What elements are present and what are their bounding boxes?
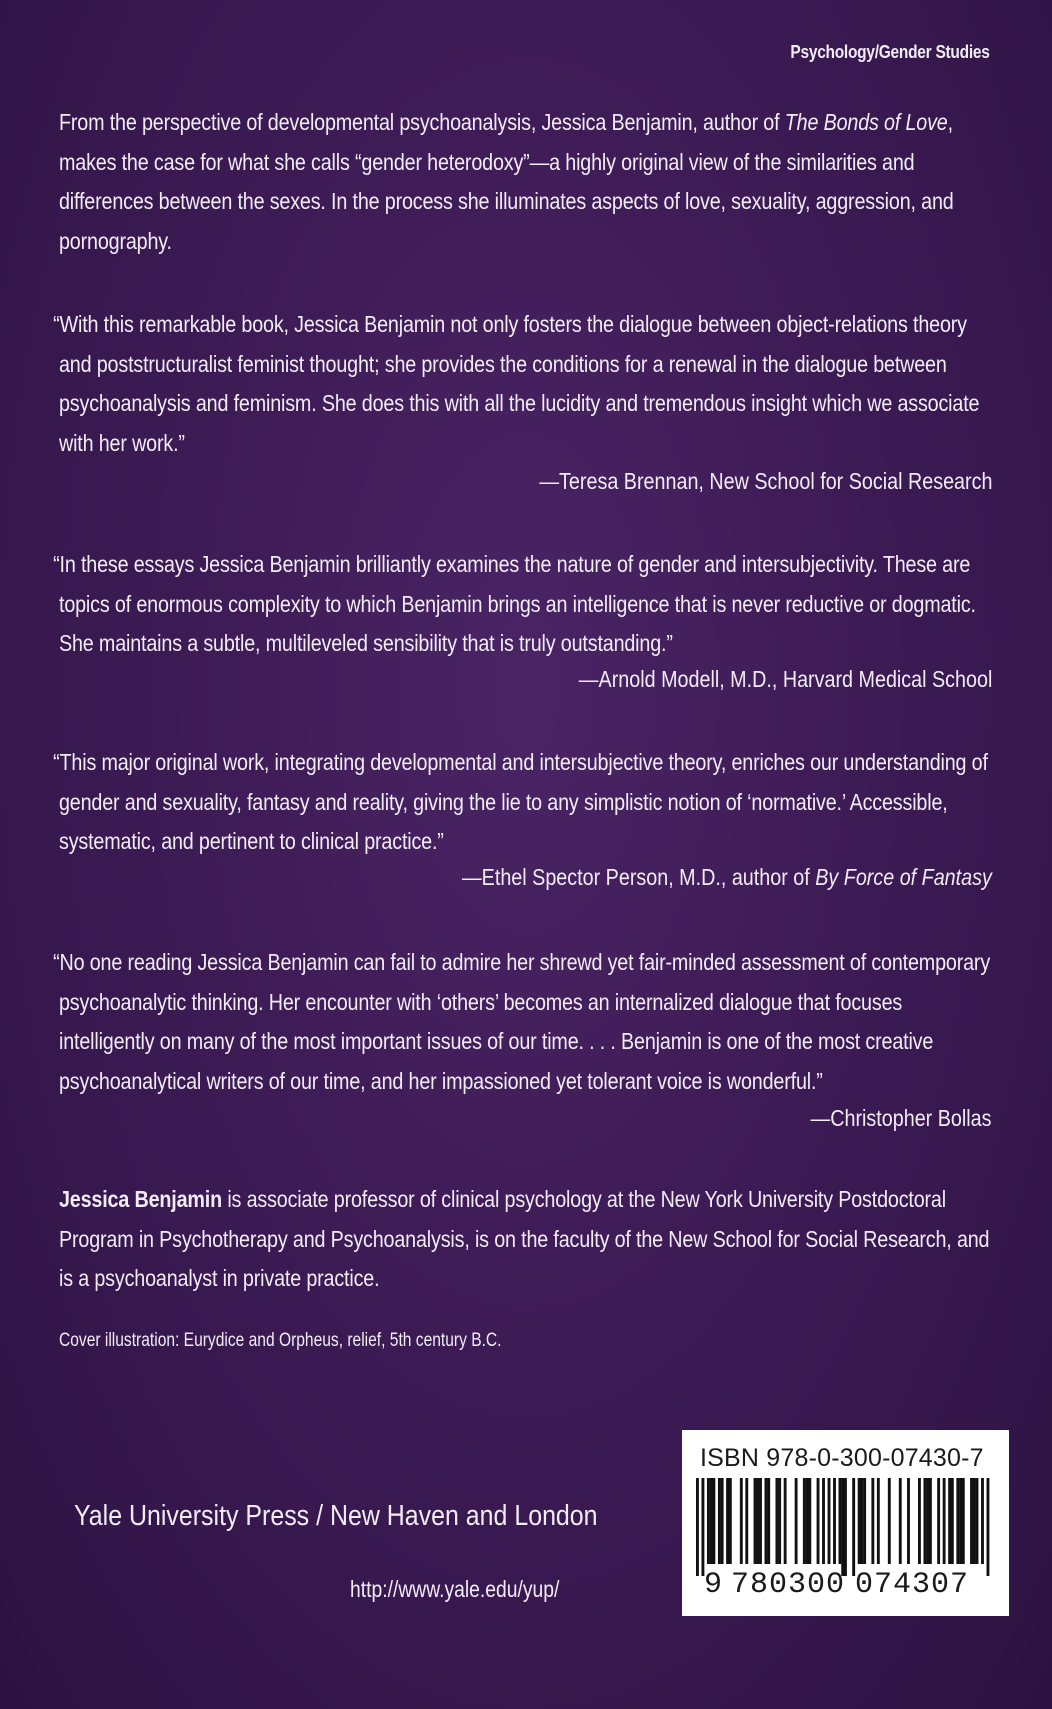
author-bio [59,1180,995,1299]
author-name: Jessica Benjamin [59,1186,223,1212]
isbn-digits-group-1: 780300 [731,1568,846,1602]
barcode-bar [970,1478,973,1564]
barcode-bar [784,1478,787,1564]
barcode-bar [756,1478,759,1564]
barcode-graphic [696,1478,996,1576]
blurb-quote-3-text: “This major original work, integrating developmental and intersubjective theory, enriches our understanding of gender and sexuality, fantasy and reality, giving the lie to any simplistic notion of ‘normative.’ Accessible, systematic, and pertinent to clinical practice.” [53,749,988,854]
barcode-bar [696,1478,699,1576]
barcode-bar [863,1478,866,1564]
blurb-quote-3 [53,743,995,862]
barcode-bar [929,1478,932,1564]
barcode-bar [754,1478,757,1564]
barcode-bar [726,1478,729,1564]
isbn-digits [704,1568,969,1602]
barcode-bar [937,1478,940,1564]
barcode-bar [729,1478,732,1564]
barcode-bar [951,1478,954,1564]
barcode-bar [803,1478,806,1564]
barcode-bar [973,1478,976,1564]
barcode-bar [822,1478,825,1564]
blurb-attribution-3 [462,864,992,891]
blurb-attribution-3-book: By Force of Fantasy [815,864,992,890]
blurb-quote-1-text: “With this remarkable book, Jessica Benjamin not only fosters the dialogue between object-relations theory and poststructuralist feminist thought; she provides the conditions for a renewal in the dialogue between psychoanalysis and feminism. She does this with all the lucidity and tremendous insight which we associate with her work.” [53,311,980,456]
intro-text-pre: From the perspective of developmental psychoanalysis, Jessica Benjamin, author of [59,109,785,135]
barcode-bar [844,1478,847,1576]
barcode-bar [888,1478,891,1564]
barcode-bar [745,1478,748,1564]
barcode-bar [962,1478,965,1564]
barcode-bar [956,1478,959,1564]
blurb-quote-4-text: “No one reading Jessica Benjamin can fail to admire her shrewd yet fair-minded assessment of contemporary psychoanalytic thinking. Her encounter with ‘others’ becomes an internalized dialogue that focuses intelligently on many of the most important issues of our time. . . . Benjamin is one of the most creative psychoanalytical writers of our time, and her impassioned yet tolerant voice is wonderful.” [53,949,991,1094]
blurb-attribution-4: —Christopher Bollas [810,1105,992,1131]
barcode-bar [795,1478,798,1564]
barcode-bar [871,1478,874,1564]
barcode-bar [833,1478,836,1564]
barcode-bar [877,1478,880,1564]
barcode-bar [841,1478,844,1576]
barcode-bar [899,1478,902,1564]
barcode-bar [918,1478,921,1564]
isbn-barcode-box [682,1430,1009,1616]
barcode-bar [981,1478,984,1564]
publisher-line: Yale University Press / New Haven and London [74,1500,598,1532]
barcode-bar [721,1478,724,1564]
blurb-quote-2-text: “In these essays Jessica Benjamin brilliantly examines the nature of gender and intersubjectivity. These are topics of enormous complexity to which Benjamin brings an intelligence that is never reductive or dogmatic. She maintains a subtle, multileveled sensibility that is truly outstanding.” [53,551,976,656]
intro-text-post: , makes the case for what she calls “gender heterodoxy”—a highly original view of the similarities and differences between the sexes. In the process she illuminates aspects of love, sexuality, aggression, and pornography. [59,109,954,254]
blurb-quote-1 [53,305,995,463]
barcode-bar [778,1478,781,1564]
cover-credit: Cover illustration: Eurydice and Orpheus, relief, 5th century B.C. [59,1330,502,1351]
barcode-bar [759,1478,762,1564]
barcode-bar [740,1478,743,1564]
blurb-quote-2 [53,545,995,664]
barcode-bar [712,1478,715,1564]
blurb-attribution-2: —Arnold Modell, M.D., Harvard Medical School [578,666,992,692]
barcode-bar [707,1478,710,1564]
barcode-bar [839,1478,842,1564]
barcode-bar [767,1478,770,1564]
barcode-bar [806,1478,809,1564]
barcode-bar [775,1478,778,1564]
barcode-bar [817,1478,820,1564]
isbn-digits-group-2: 074307 [855,1568,970,1602]
author-bio-text: is associate professor of clinical psychology at the New York University Postdoctoral Program in Psychotherapy and Psychoanalysis, is on the faculty of the New School for Social Research, and is a psychoanalyst in private practice. [59,1186,990,1291]
isbn-digit-lead: 9 [704,1568,724,1602]
intro-book-title: The Bonds of Love [784,109,948,135]
blurb-attribution-3-pre: —Ethel Spector Person, M.D., author of [462,864,816,890]
barcode-bar [808,1478,811,1564]
barcode-bar [710,1478,713,1564]
barcode-bar [765,1478,768,1564]
category-label: Psychology/Gender Studies [790,42,990,62]
isbn-label: ISBN 978-0-300-07430-7 [700,1444,984,1472]
intro-paragraph [59,103,995,261]
barcode-bar [701,1478,704,1576]
blurb-attribution-1: —Teresa Brennan, New School for Social Research [538,468,992,494]
barcode-bar [926,1478,929,1564]
barcode-bar [943,1478,946,1564]
barcode-bar [718,1478,721,1564]
blurb-quote-4 [53,943,995,1101]
barcode-bar [858,1478,861,1564]
publisher-url: http://www.yale.edu/yup/ [350,1576,560,1602]
barcode-bar [923,1478,926,1564]
barcode-bar [948,1478,951,1564]
barcode-bar [860,1478,863,1564]
barcode-bar [828,1478,831,1564]
barcode-bar [976,1478,979,1564]
barcode-bar [987,1478,990,1576]
barcode-bar [959,1478,962,1564]
barcode-bar [852,1478,855,1576]
barcode-bar [907,1478,910,1564]
